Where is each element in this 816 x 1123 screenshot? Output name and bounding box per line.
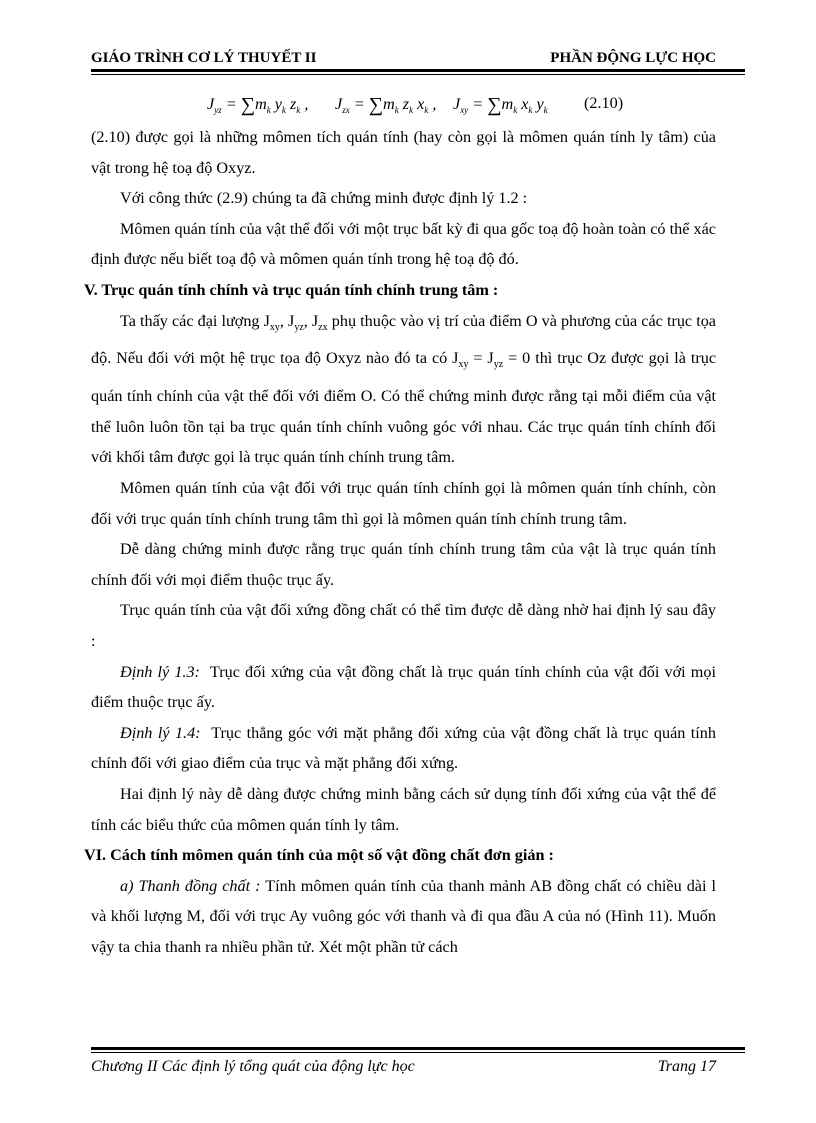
- footer-rule-thin: [91, 1052, 745, 1053]
- header-title: GIÁO TRÌNH CƠ LÝ THUYẾT II: [91, 50, 317, 66]
- paragraph: Mômen quán tính của vật thể đối với một trục bất kỳ đi qua gốc toạ độ hoàn toàn có thể xác định được nếu biết toạ độ và mômen quán tính trong hệ toạ độ đó.: [91, 219, 716, 269]
- header-section: PHẦN ĐỘNG LỰC HỌC: [550, 50, 716, 66]
- paragraph: Hai định lý này dễ dàng được chứng minh bằng cách sử dụng tính đối xứng của vật thể để tính các biểu thức của mômen quán tính ly tâm.: [91, 784, 716, 834]
- paragraph: Với công thức (2.9) chúng ta đã chứng minh được định lý 1.2 :: [120, 189, 528, 208]
- paragraph: Mômen quán tính của vật đối với trục quán tính chính gọi là mômen quán tính chính, còn đối với trục quán tính chính trung tâm thì gọi là mômen quán tính chính trung tâm.: [91, 479, 716, 528]
- footer-rule-thick: [91, 1047, 745, 1050]
- paragraph: a) Thanh đồng chất : Tính mômen quán tính của thanh mảnh AB đồng chất có chiều dài l và khối lượng M, đối với trục Ay vuông góc với thanh và đi qua đầu A của nó (Hình 11). Muốn vậy ta chia thanh ra nhiều phần tử. Xét một phần tử cách: [91, 876, 716, 956]
- formula-jyz: $J_{yz} = \sum m_k$ $y_k$ $z_k$ ,: [207, 94, 309, 116]
- formula-jzx: $J_{zx} = \sum m_k$ $z_k$ $x_k$ ,: [335, 94, 437, 116]
- paragraph: Trục quán tính của vật đối xứng đồng chất có thể tìm được dễ dàng nhờ hai định lý sau đây :: [91, 601, 716, 650]
- formula-number: (2.10): [584, 94, 624, 112]
- footer-chapter: Chương II Các định lý tổng quát của động lực học: [91, 1058, 415, 1075]
- formula-2-10: [91, 88, 716, 122]
- theorem-1-3: Định lý 1.3: Trục đối xứng của vật đồng chất là trục quán tính chính của vật đối với mọi điểm thuộc trục ấy.: [91, 662, 716, 712]
- paragraph: Ta thấy các đại lượng $J_{xy}$, $J_{yz}$, $J_{zx}$ phụ thuộc vào vị trí của điểm O và phương của các trục tọa độ. Nếu đối với một hệ trục tọa độ Oxyz nào đó ta có $J_{xy} = J_{yz} = 0$ thì trục Oz được gọi là trục quán tính chính của vật thể đối với điểm O. Có thể chứng minh được rằng tại mỗi điểm của vật thể luôn luôn tồn tại ba trục quán tính chính vuông góc với nhau. Các trục quán tính chính đối với khối tâm được gọi là trục quán tính chính trung tâm.: [91, 311, 717, 467]
- page-body: [84, 88, 717, 963]
- theorem-1-4: Định lý 1.4: Trục thẳng góc với mặt phẳng đối xứng của vật đồng chất là trục quán tính chính đối với giao điểm của trục và mặt phẳng đối xứng.: [91, 723, 716, 773]
- header-rule-thick: [91, 69, 745, 72]
- section-heading-v: V. Trục quán tính chính và trục quán tính chính trung tâm :: [84, 280, 499, 299]
- formula-jxy: $J_{xy} = \sum m_k$ $x_k$ $y_k$: [453, 94, 548, 116]
- header-rule-thin: [91, 74, 745, 75]
- section-heading-vi: VI. Cách tính mômen quán tính của một số vật đồng chất đơn giản :: [84, 846, 554, 865]
- page-header: [91, 50, 716, 68]
- page-number: Trang 17: [657, 1058, 716, 1075]
- paragraph: (2.10) được gọi là những mômen tích quán tính (hay còn gọi là mômen quán tính ly tâm) của vật trong hệ toạ độ Oxyz.: [91, 128, 716, 177]
- paragraph: Dễ dàng chứng minh được rằng trục quán tính chính trung tâm của vật là trục quán tính chính đối với mọi điểm thuộc trục ấy.: [91, 540, 716, 589]
